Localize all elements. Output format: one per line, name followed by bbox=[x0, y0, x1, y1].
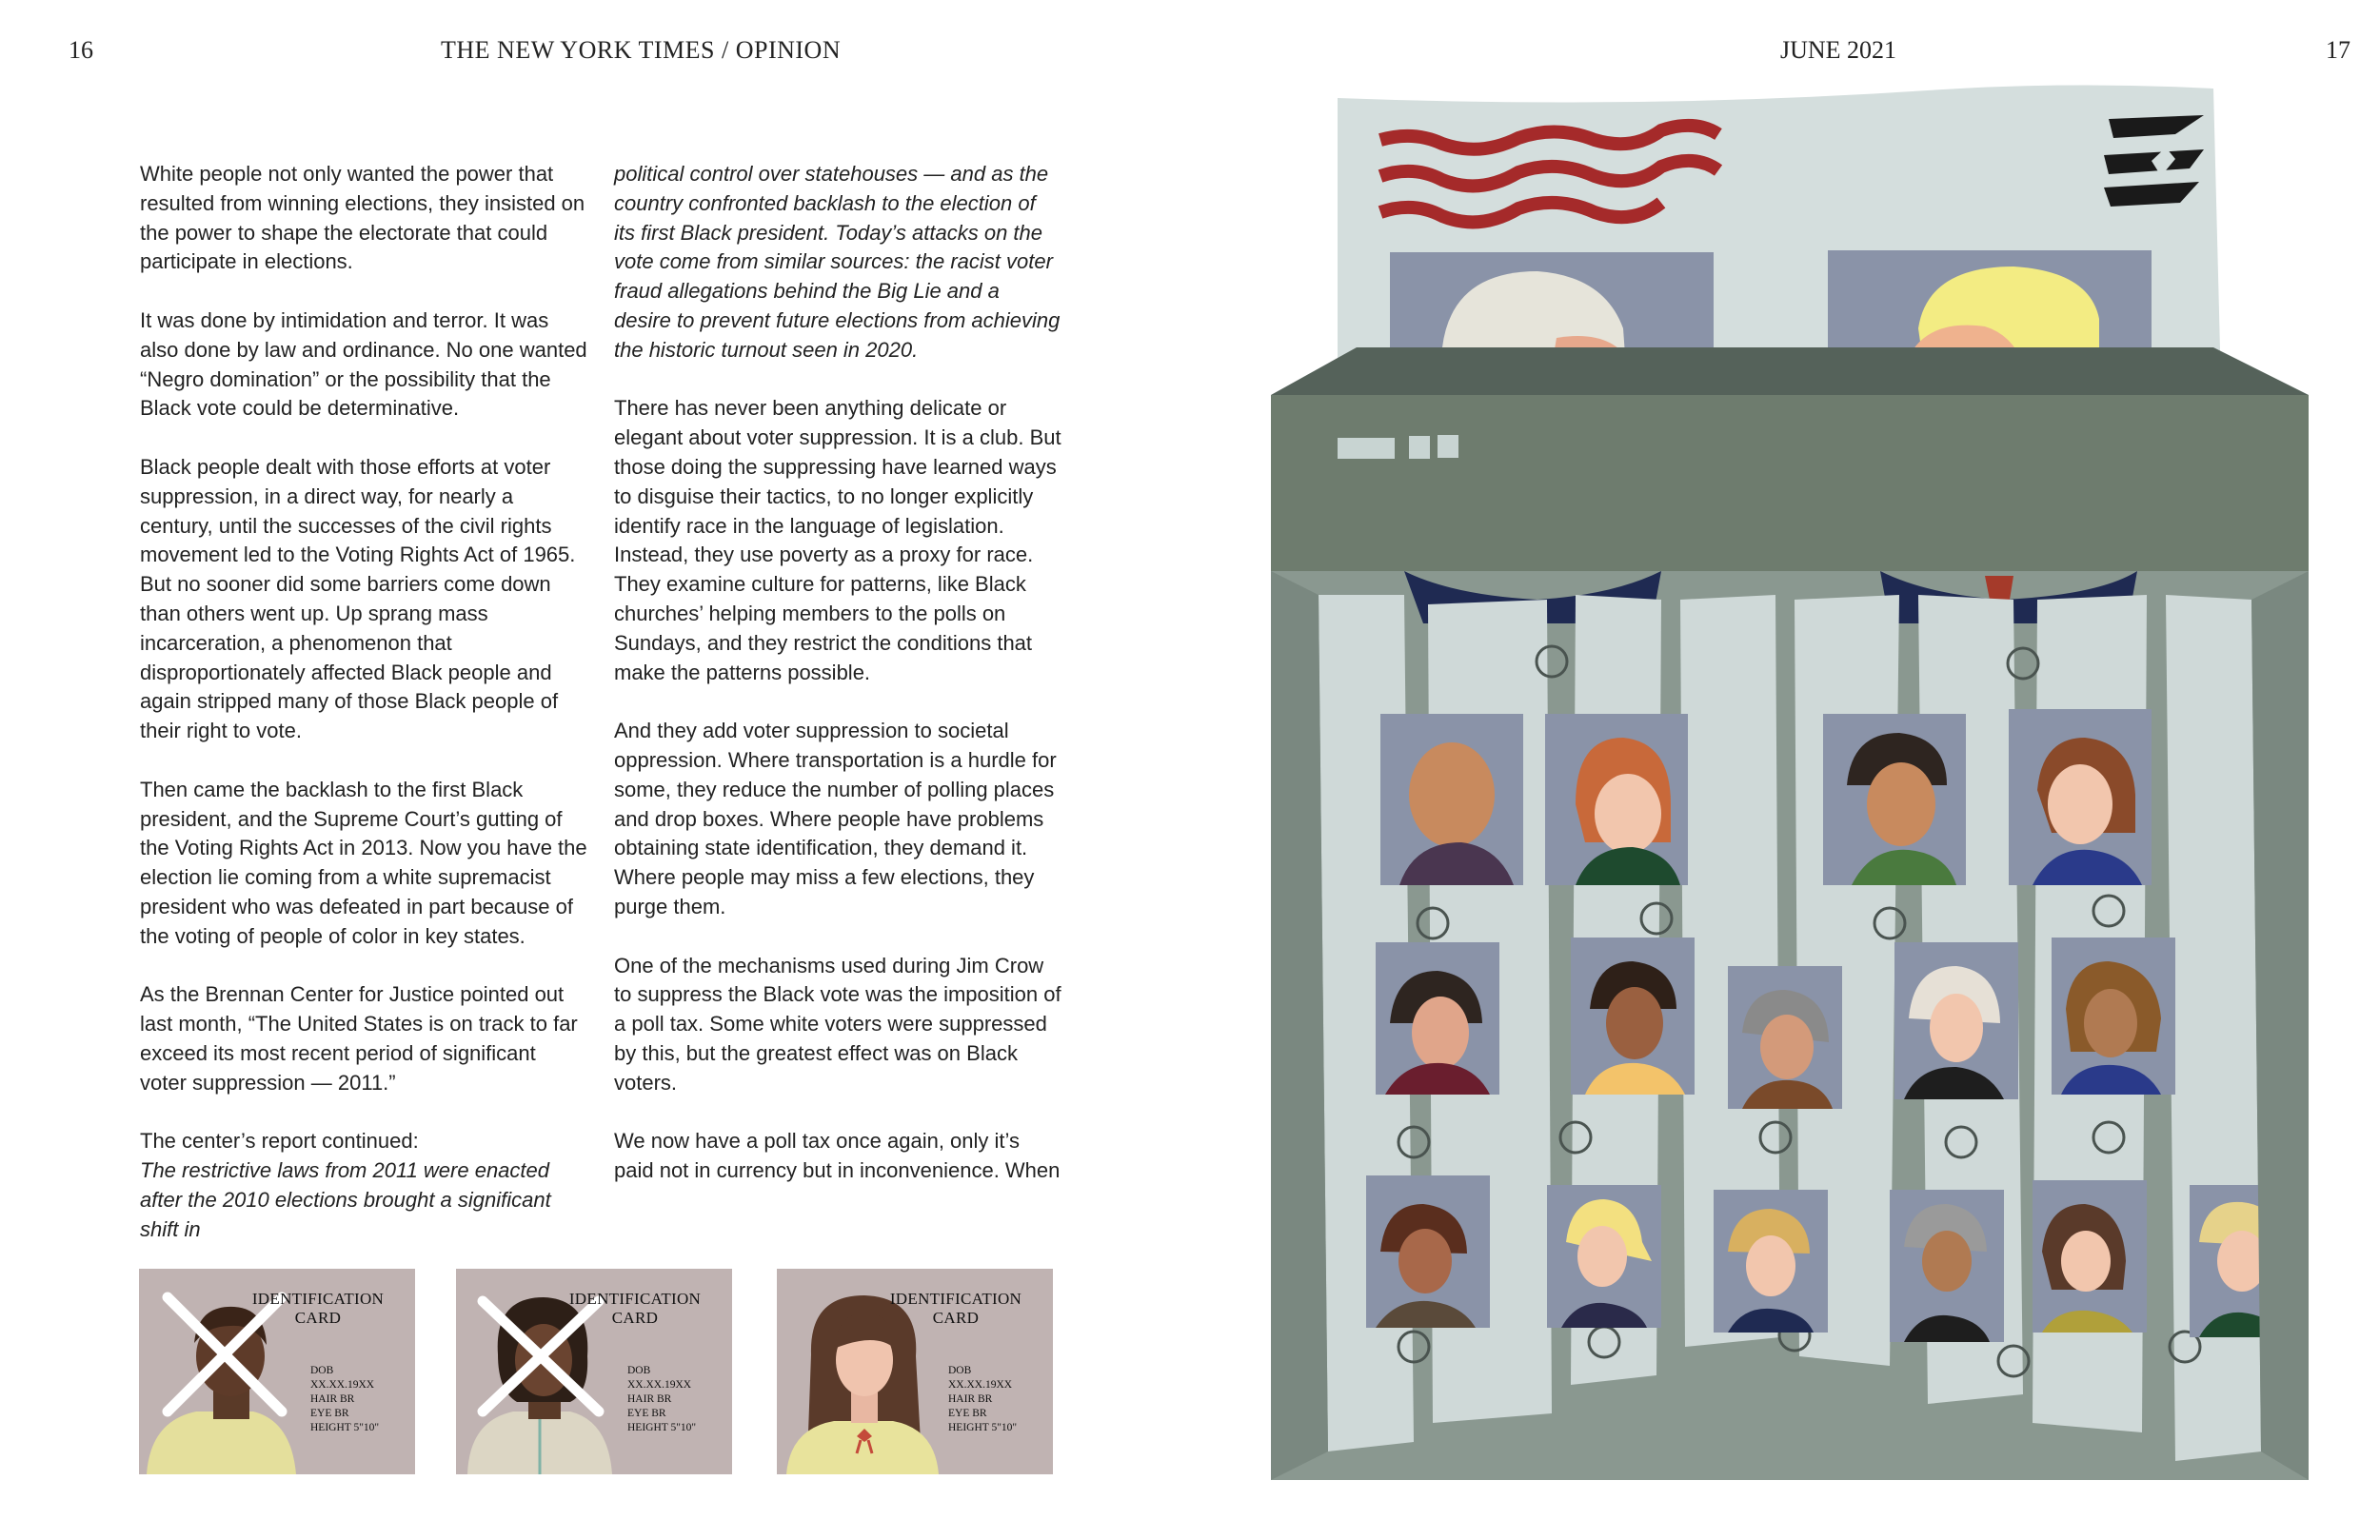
paragraph: And they add voter suppression to societal oppression. Where transportation is a hurdle for some, they reduce the number of polling places and drop boxes. Where people have problems obtaining state identification, they demand it. Where people may miss a few elections, they purge them. bbox=[614, 719, 1057, 918]
page-number-left: 16 bbox=[69, 36, 93, 64]
ballot-box-illustration bbox=[1261, 81, 2309, 1480]
id-card-details: DOB XX.XX.19XX HAIR BR EYE BR HEIGHT 5"10" bbox=[310, 1365, 380, 1433]
paragraph: As the Brennan Center for Justice pointed out last month, “The United States is on track to far exceed its most recent period of significant voter suppression — 2011.” bbox=[140, 982, 578, 1095]
paragraph: The center’s report continued: bbox=[140, 1129, 419, 1154]
block-quote: The restrictive laws from 2011 were enacted after the 2010 elections brought a significant shift in bbox=[140, 1158, 551, 1241]
paragraph: Black people dealt with those efforts at voter suppression, in a direct way, for nearly a century, until the successes of the civil rights movement led to the Voting Rights Act of 1965. But no sooner did some barriers come down than others went up. Up sprang mass incarceration, a phenomenon that disproportionately affected Black people and again stripped many of those Black people of their right to vote. bbox=[140, 454, 576, 743]
paragraph: One of the mechanisms used during Jim Crow to suppress the Black vote was the imposition of a poll tax. Some white voters were suppressed by this, but the greatest effect was on Black voters. bbox=[614, 953, 1061, 1095]
paragraph: We now have a poll tax once again, only it’s paid not in currency but in inconvenience. When bbox=[614, 1129, 1061, 1183]
id-card-details: DOB XX.XX.19XX HAIR BR EYE BR HEIGHT 5"10" bbox=[627, 1365, 697, 1433]
issue-date: JUNE 2021 bbox=[1780, 36, 1897, 64]
paragraph: There has never been anything delicate or elegant about voter suppression. It is a club. But those doing the suppressing have learned ways to disguise their tactics, to no longer explicitly identify race in the language of legislation. Instead, they use poverty as a proxy for race. They examine culture for patterns, like Black churches’ helping members to the polls on Sundays, and they restrict the conditions that make the patterns possible. bbox=[614, 396, 1061, 684]
ballot-box-lid bbox=[1271, 395, 2309, 571]
paragraph: It was done by intimidation and terror. It was also done by law and ordinance. No one wanted “Negro domination” or the possibility that the Black vote could be determinative. bbox=[140, 307, 587, 421]
page-number-right: 17 bbox=[2326, 36, 2350, 64]
publication-name: THE NEW YORK TIMES / OPINION bbox=[441, 36, 842, 64]
id-card-title: IDENTIFICATION CARD bbox=[568, 1290, 702, 1327]
id-card-title: IDENTIFICATION CARD bbox=[251, 1290, 385, 1327]
id-card-title: IDENTIFICATION CARD bbox=[889, 1290, 1022, 1327]
block-quote: political control over statehouses — and as the country confronted backlash to the election of its first Black president. Today’s attacks on the vote come from similar sources: the racist voter fraud allegations behind the Big Lie and a desire to prevent future elections from achieving the historic turnout seen in 2020. bbox=[614, 162, 1061, 362]
id-card-details: DOB XX.XX.19XX HAIR BR EYE BR HEIGHT 5"10" bbox=[948, 1365, 1018, 1433]
id-card-crossed-out bbox=[139, 1269, 415, 1474]
paragraph: Then came the backlash to the first Black president, and the Supreme Court’s gutting of the Voting Rights Act in 2013. Now you have the election lie coming from a white supremacist president who was defeated in part because of the voting of people of color in key states. bbox=[140, 777, 587, 948]
article-column-left bbox=[140, 160, 587, 1273]
id-card-crossed-out bbox=[456, 1269, 732, 1474]
id-card-valid bbox=[777, 1269, 1053, 1474]
article-column-right bbox=[614, 160, 1061, 1215]
paragraph: White people not only wanted the power that resulted from winning elections, they insisted on the power to shape the electorate that could participate in elections. bbox=[140, 162, 585, 274]
